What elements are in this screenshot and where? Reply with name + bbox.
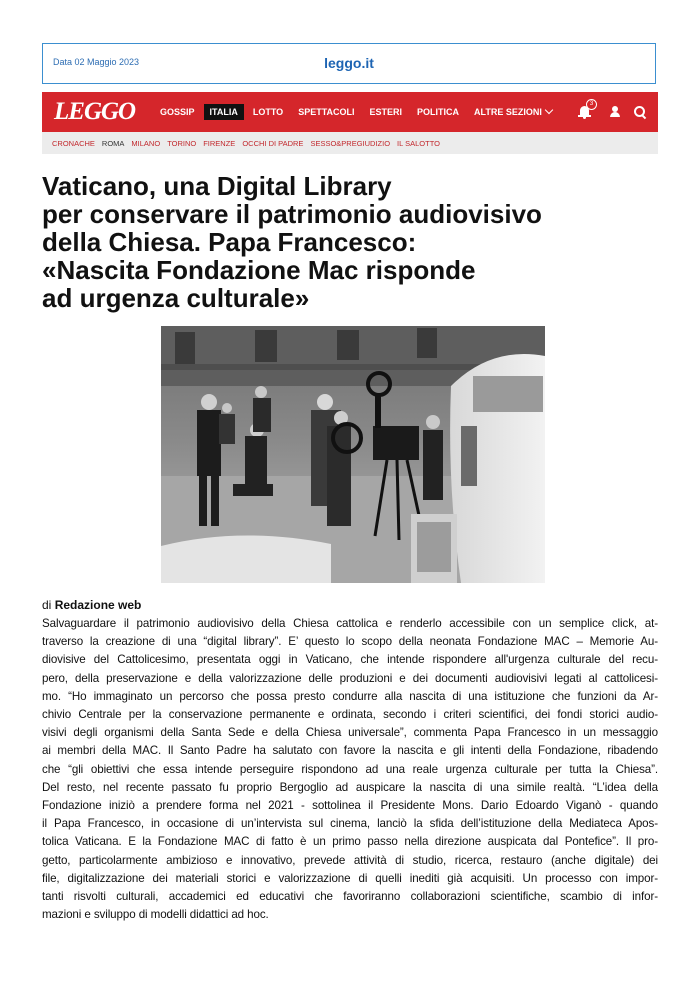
nav-icons [578,92,646,132]
leggo-logo[interactable]: LEGGO [54,98,136,125]
altre-sezioni-label: ALTRE SEZIONI [474,107,542,117]
date-text: Data 02 Maggio 2023 [53,57,140,67]
subnav-item-sesso-pregiudizio[interactable]: SESSO&PREGIUDIZIO [310,138,391,148]
sub-navigation [42,132,658,154]
body-line: tanti risvolti culturali, accademici ed educativi che favoriranno collaborazioni scientifiche, scambio di infor- [42,890,658,904]
nav-item-politica[interactable]: POLITICA [417,107,460,117]
subnav-item-roma[interactable]: ROMA [101,138,125,148]
body-line: visivi degli organismi della Santa Sede e della Chiesa universale”, commenta Papa Francesco in un messaggio [42,726,658,740]
notification-badge: 3 [586,99,597,110]
body-line: traverso la creazione di una “digital library”. E’ questo lo scopo della neonata Fondazione MAC – Memorie Au- [42,635,658,649]
nav-item-italia[interactable]: ITALIA [204,104,244,120]
byline-prefix: di [42,598,52,612]
body-line: Del resto, nel recente passato fu proprio Bergoglio ad auspicare la nascita di una simile realtà. “L’idea della [42,780,658,794]
body-line: ai membri della MAC. Il Santo Padre ha salutato con favore la nascita e gli intenti della Fondazione, ribadendo [42,744,658,758]
title-line: Vaticano, una Digital Library [42,171,392,201]
body-line: Salvaguardare il patrimonio audiovisivo della Chiesa cattolica e renderlo accessibile con un semplice click, at- [42,617,658,630]
subnav-item-firenze[interactable]: FIRENZE [203,138,236,148]
date-bar [42,43,656,84]
body-line: che “gli obiettivi che essa intende perseguire rispondono ad una reale urgenza culturale per tutta la Chiesa”. [42,762,658,776]
subnav-item-il-salotto[interactable]: IL SALOTTO [397,138,440,148]
user-icon[interactable] [610,106,620,118]
body-line: mazioni e sviluppo di modelli didattici ad hoc. [42,908,269,922]
body-line: file, digitalizzazione dei materiali storici e valorizzazione di quelli inediti già acquisiti. Un processo con impor- [42,871,658,885]
search-icon[interactable] [634,106,646,118]
nav-item-esteri[interactable]: ESTERI [369,107,403,117]
body-line: chivio Centrale per la conservazione permanente e ordinata, secondo i criteri scientifici, dei fondi storici audio- [42,708,658,722]
body-line: Fondazione iniziò a prendere forma nel 2021 - sottolinea il Presidente Mons. Dario Edoardo Viganò - quando [42,799,658,813]
subnav-item-occhi-di-padre[interactable]: OCCHI DI PADRE [242,138,304,148]
body-line: tolica Vaticana. E la Fondazione MAC di fatto è un primo passo nella direzione auspicata dal Pontefice”. Il pro- [42,835,658,849]
nav-item-spettacoli[interactable]: SPETTACOLI [298,107,355,117]
main-menu [154,92,561,132]
article-body [42,615,658,924]
title-line: ad urgenza culturale» [42,283,310,313]
body-line: pero, della preservazione e della valorizzazione delle produzioni e dei documenti audiovisivi legati al cattolicesi- [42,671,658,685]
bell-icon[interactable] [578,101,594,119]
byline [42,598,141,612]
article-title [42,172,658,312]
subnav-item-milano[interactable]: MILANO [131,138,161,148]
body-line: il Papa Francesco, in occasione di un’intervista sul cinema, lanciò la sfida dell’istituzione della Mediateca Apos- [42,817,658,831]
title-line: «Nascita Fondazione Mac risponde [42,255,476,285]
body-line: mo. “Ho immaginato un percorso che possa presto condurre alla nascita di una istituzione che funzioni da Ar- [42,689,658,703]
nav-item-lotto[interactable]: LOTTO [252,107,284,117]
title-line: della Chiesa. Papa Francesco: [42,227,417,257]
title-line: per conservare il patrimonio audiovisivo [42,199,542,229]
article-photo [161,326,545,583]
subnav-item-torino[interactable]: TORINO [167,138,197,148]
nav-item-gossip[interactable]: GOSSIP [160,107,195,117]
main-navbar [42,92,658,132]
body-line: diovisive del Cattolicesimo, presentata oggi in Vaticano, che intende rispondere all'urgenza culturale del recu- [42,653,658,667]
body-line: getto, particolarmente ambizioso e innovativo, prevede attività di studio, ricerca, restauro (anche digitale) dei [42,853,658,867]
chevron-down-icon [545,106,553,114]
subnav-item-cronache[interactable]: CRONACHE [52,138,95,148]
site-name-link[interactable]: leggo.it [324,55,374,71]
nav-item-altre-sezioni[interactable] [468,104,558,120]
author-name[interactable]: Redazione web [54,598,142,612]
